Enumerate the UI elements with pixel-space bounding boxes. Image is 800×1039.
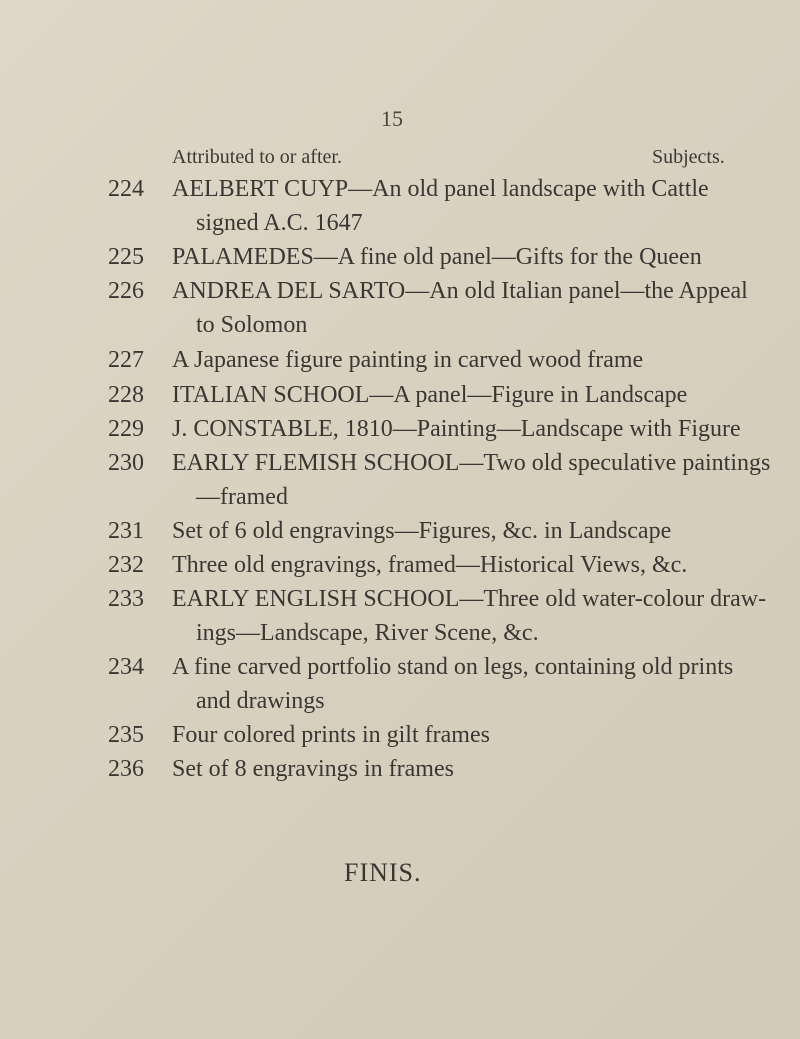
page-number: 15 <box>381 106 403 131</box>
lot-description-line1: Three old engravings, framed—Historical Views, &c. <box>172 552 688 578</box>
lot-number: 225 <box>108 244 144 270</box>
lot-number: 226 <box>108 278 144 304</box>
lot-number: 232 <box>108 552 144 578</box>
lot-number: 231 <box>108 518 144 544</box>
lot-description <box>172 582 780 650</box>
lot-description-line1: EARLY ENGLISH SCHOOL—Three old water-colour draw- <box>172 586 767 612</box>
lot-description <box>172 240 780 274</box>
lot-number: 230 <box>108 450 144 476</box>
lot-description-line2: to Solomon <box>196 312 308 338</box>
lot-description <box>172 274 780 342</box>
lot-description-line1: A Japanese figure painting in carved wood frame <box>172 347 644 373</box>
lot-description <box>172 718 780 752</box>
lot-description-line1: PALAMEDES—A fine old panel—Gifts for the Queen <box>172 244 702 270</box>
lot-description-line1: ITALIAN SCHOOL—A panel—Figure in Landscape <box>172 382 688 408</box>
lot-description-line1: A fine carved portfolio stand on legs, containing old prints <box>172 654 734 680</box>
lot-number: 224 <box>108 176 144 202</box>
lot-description <box>172 412 780 446</box>
lot-description-line1: Set of 6 old engravings—Figures, &c. in Landscape <box>172 518 672 544</box>
lot-description-line1: Four colored prints in gilt frames <box>172 722 490 748</box>
lot-description-line2: —framed <box>196 484 288 510</box>
lot-number: 236 <box>108 756 144 782</box>
finis-text: FINIS. <box>344 858 422 887</box>
lot-description <box>172 378 780 412</box>
lot-description <box>172 514 780 548</box>
lot-description-line1: EARLY FLEMISH SCHOOL—Two old speculative paintings <box>172 450 771 476</box>
lot-description-line1: ANDREA DEL SARTO—An old Italian panel—the Appeal <box>172 278 748 304</box>
lot-description-line2: signed A.C. 1647 <box>196 210 363 236</box>
lot-description <box>172 446 780 514</box>
column-header-subjects: Subjects. <box>652 146 725 168</box>
lot-description-line1: Set of 8 engravings in frames <box>172 756 454 782</box>
lot-number: 229 <box>108 416 144 442</box>
lot-description <box>172 172 780 240</box>
lot-description-line2: ings—Landscape, River Scene, &c. <box>196 620 539 646</box>
lot-description <box>172 343 780 377</box>
lot-number: 227 <box>108 347 144 373</box>
lot-description <box>172 548 780 582</box>
lot-number: 234 <box>108 654 144 680</box>
lot-number: 233 <box>108 586 144 612</box>
lot-description-line1: AELBERT CUYP—An old panel landscape with Cattle <box>172 176 709 202</box>
lot-number: 228 <box>108 382 144 408</box>
lot-number: 235 <box>108 722 144 748</box>
lot-description <box>172 650 780 718</box>
lot-description-line1: J. CONSTABLE, 1810—Painting—Landscape with Figure <box>172 416 741 442</box>
column-header-attributed: Attributed to or after. <box>172 146 342 168</box>
lot-description <box>172 752 780 786</box>
lot-description-line2: and drawings <box>196 688 325 714</box>
